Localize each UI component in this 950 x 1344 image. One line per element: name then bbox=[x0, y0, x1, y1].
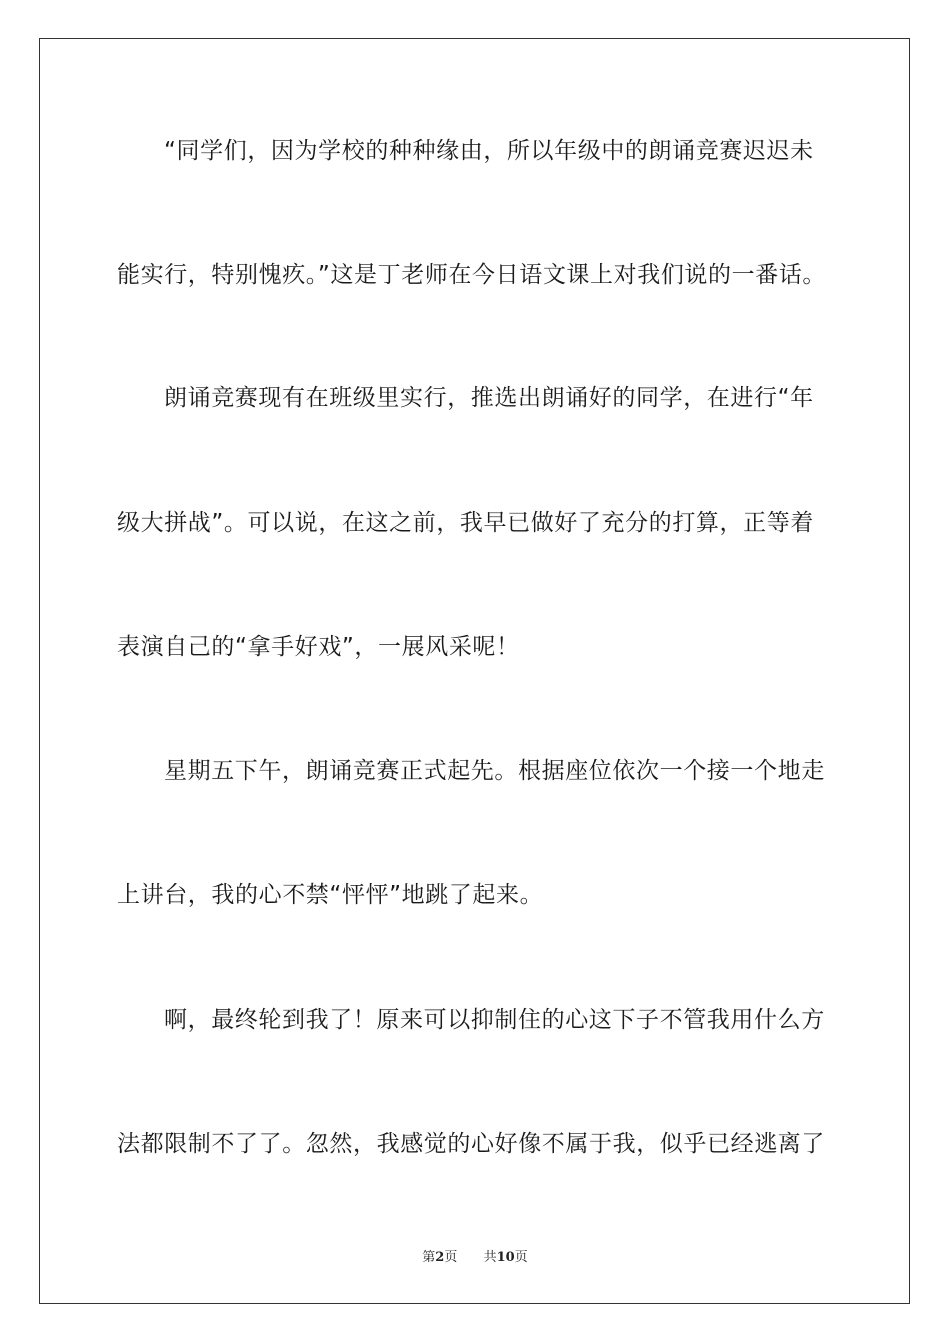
text-line: 能实行，特别愧疚。”这是丁老师在今日语文课上对我们说的一番话。 bbox=[117, 262, 827, 288]
page-number: 2 bbox=[435, 1250, 445, 1265]
text-line: 法都限制不了了。忽然，我感觉的心好像不属于我，似乎已经逃离了 bbox=[117, 1131, 825, 1157]
text-line: 表演自己的“拿手好戏”，一展风采呢！ bbox=[117, 634, 520, 660]
page-border bbox=[39, 38, 910, 1304]
text-line: 啊，最终轮到我了！原来可以抑制住的心这下子不管我用什么方 bbox=[164, 1007, 825, 1033]
text-line: 朗诵竞赛现有在班级里实行，推选出朗诵好的同学，在进行“年 bbox=[164, 385, 814, 411]
page-suffix: 页 bbox=[444, 1250, 458, 1265]
text-line: “同学们，因为学校的种种缘由，所以年级中的朗诵竞赛迟迟未 bbox=[164, 138, 814, 164]
page-indicator bbox=[422, 1246, 457, 1265]
total-prefix: 共 bbox=[483, 1250, 497, 1265]
page-footer bbox=[0, 1246, 950, 1265]
text-line: 级大拼战”。可以说，在这之前，我早已做好了充分的打算，正等着 bbox=[117, 510, 814, 536]
page-prefix: 第 bbox=[422, 1250, 436, 1265]
total-number: 10 bbox=[496, 1250, 515, 1265]
total-pages-indicator bbox=[484, 1246, 528, 1265]
total-suffix: 页 bbox=[514, 1250, 528, 1265]
text-line: 星期五下午，朗诵竞赛正式起先。根据座位依次一个接一个地走 bbox=[164, 758, 825, 784]
text-line: 上讲台，我的心不禁“怦怦”地跳了起来。 bbox=[117, 882, 544, 908]
